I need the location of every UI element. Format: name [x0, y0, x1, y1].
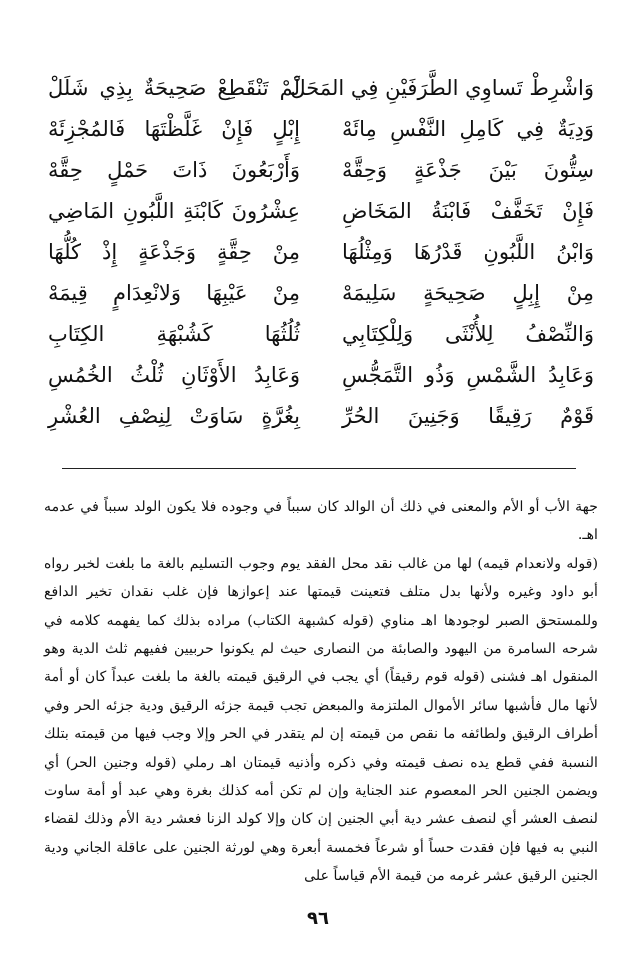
verse-line [48, 396, 594, 437]
verse-first-hemistich: مِنْ إِبِلٍ صَحِيحَةٍ سَلِيمَهْ [342, 281, 594, 305]
separator-rule [62, 468, 576, 469]
verse-first-hemistich: وَابْنُ اللَّبُونِ قَدْرُهَا وَمِثْلُهَا [342, 240, 594, 264]
verse-first-hemistich: وَعَابِدُ الشَّمْسِ وَذُو التَّمَجُّسِ [342, 363, 594, 387]
verse-second-hemistich: بِغُرَّةٍ سَاوَتْ لِنِصْفِ العُشْرِ [48, 404, 300, 428]
verse-line [48, 232, 594, 273]
verse-line [48, 355, 594, 396]
commentary-paragraph: جهة الأب أو الأم والمعنى في ذلك أن الوالد كان سبباً في وجوده فلا يكون الولد سبباً في عدمه اهـ. [44, 499, 598, 544]
verse-second-hemistich: إِبْلٍ فَإِنْ غَلَّظْتَهَا فَالمُجْزِئَهْ [48, 117, 300, 141]
commentary-paragraph: (قوله ولانعدام قيمه) لها من غالب نقد محل الفقد يوم وجوب التسليم بالغة ما بلغت لخبر رواه أبو داود وغيره ولأنها بدل متلف فتعينت قيمتها عند إعوازها فإن غلب نقدان تخير الدافع وللمستحق الصبر لوجودها اهـ مناوي (قوله كشبهة الكتاب) مراده بذلك كما يفهمه كلامه في شرحه السامرة من اليهود والصابئة من النصارى حيث لم يكونوا حربيين ففيهم ثلث الدية وهو المنقول اهـ فشنى (قوله قوم رقيقاً) أي يجب في الرقيق قيمته بالغة ما بلغت عبداً كان أو أمة لأنها مال فأشبها سائر الأموال الملتزمة والمبعض تجب قيمة جزئه الرقيق ودية جزئه الحر وفي أطراف الرقيق ولطائفه ما نقص من قيمته إن لم يتقدر في الحر وإلا وجب فيها من قيمته بتلك النسبة ففي قطع يده نصف قيمته وفي ذكره وأذنيه قيمتان اهـ رملي (قوله وجنين الحر) أي ويضمن الجنين الحر المعصوم عند الجناية وإن لم تكن أمه كذلك بغرة وهي عبد أو أمة ساوت لنصف العشر أي لنصف عشر دية أبي الجنين إن كان وإلا كولد الزنا فعشر دية الأم وذلك لقضاء النبي به فيها فإن فقدت حساً أو شرعاً فخمسة أبعرة وهي لورثة الجنين على عاقلة الجاني ودية الجنين الرقيق عشر غرمه من قيمة الأم قياساً على [44, 555, 598, 885]
verse-second-hemistich: ثُلُثُهَا كَشُبْهَةِ الكِتَابِ [48, 322, 300, 346]
verse-line [48, 68, 594, 109]
verse-second-hemistich: وَأَرْبَعُونَ ذَاتَ حَمْلٍ حِقَّهْ [48, 158, 300, 182]
verse-first-hemistich: قَوْمٌ رَقِيقًا وَجَنِينَ الحُرِّ [342, 404, 594, 428]
verse-second-hemistich: مِنْ عَيْبِهَا وَلانْعِدَامٍ قِيمَهْ [48, 281, 300, 305]
verse-first-hemistich: سِتُّونَ بَيْنَ جَذْعَةٍ وَحِقَّهْ [342, 158, 594, 182]
page-number: ٩٦ [307, 908, 329, 929]
verse-second-hemistich: عِشْرُونَ كَابْنَةِ اللَّبُونِ المَاضِي [48, 199, 300, 223]
verse-second-hemistich: لَمْ تَنْقَطِعْ صَحِيحَةٌ بِذِي شَلَلْ [48, 76, 300, 100]
verse-first-hemistich: وَالنِّصْفُ لِلأُنْثَى وَلِلْكِتَابِي [342, 322, 594, 346]
verse-second-hemistich: وَعَابِدُ الأَوْثَانِ ثُلْثُ الخُمُسِ [48, 363, 300, 387]
verse-first-hemistich: وَدِيَةٌ فِي كَامِلِ النَّفْسِ مِائَهْ [342, 117, 594, 141]
verse-line [48, 109, 594, 150]
verse-second-hemistich: مِنْ حِقَّةٍ وَجَذْعَةٍ إِذْ كُلُّهَا [48, 240, 300, 264]
poem-block [48, 68, 594, 437]
verse-first-hemistich: وَاشْرِطْ تَساوِي الطَّرَفَيْنِ فِي المَحَلْ [290, 76, 594, 100]
verse-line [48, 273, 594, 314]
verse-line [48, 150, 594, 191]
verse-line [48, 314, 594, 355]
commentary-block [44, 493, 598, 891]
verse-first-hemistich: فَإِنْ تَخَفَّفْ فَابْنَةُ المَخَاضِ [342, 199, 594, 223]
verse-line [48, 191, 594, 232]
